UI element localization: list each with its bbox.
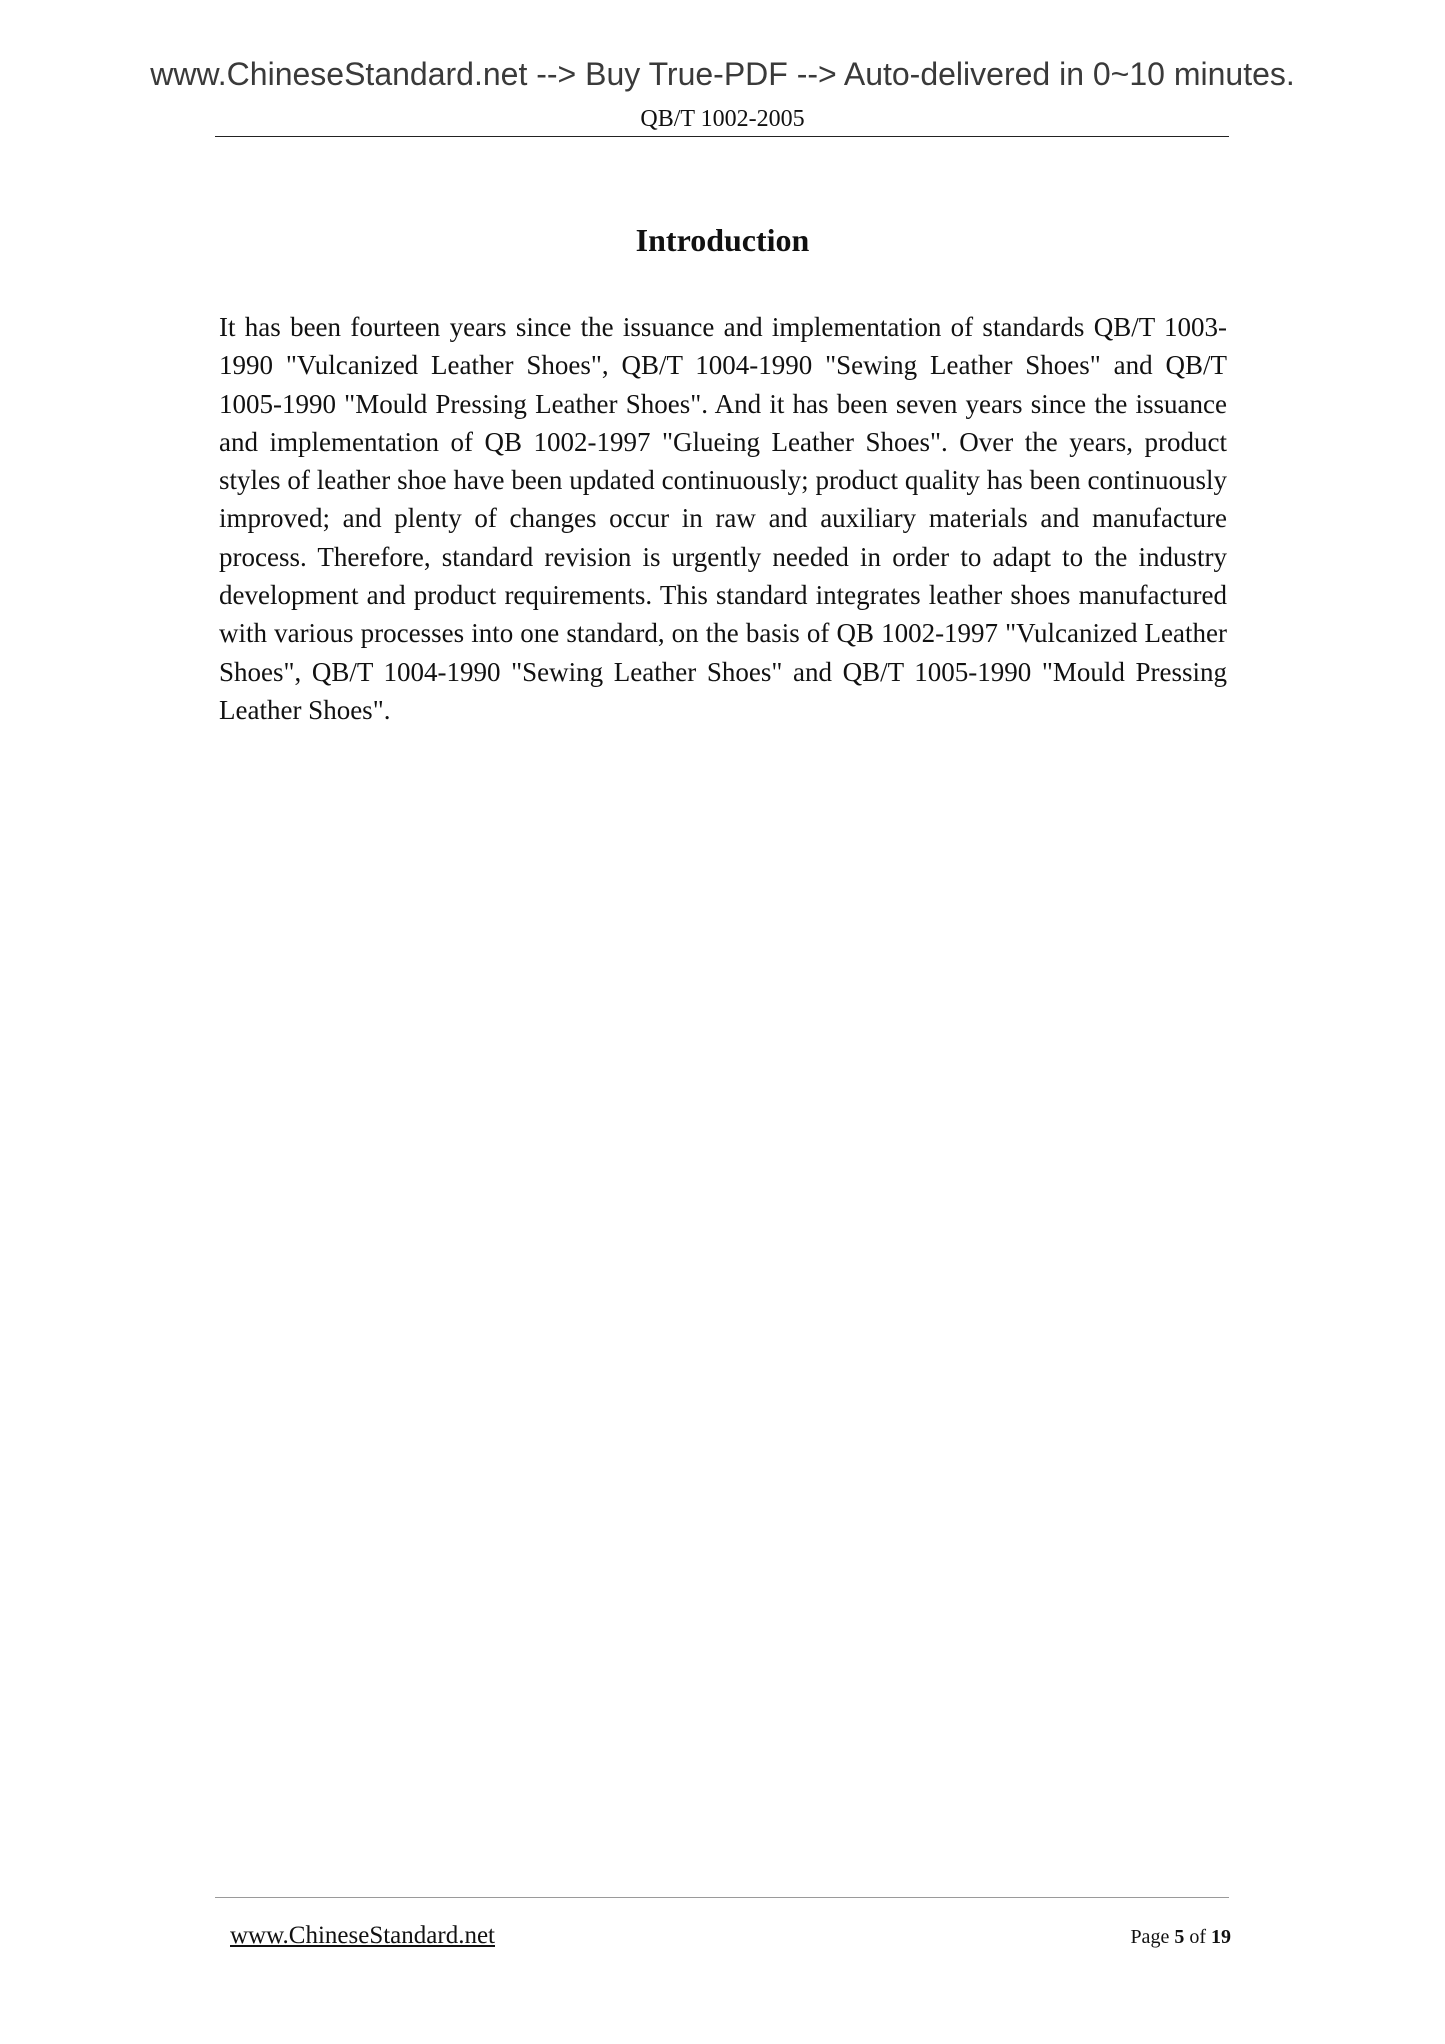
page-title: Introduction [635,222,810,258]
page-of: of [1189,1926,1206,1948]
standard-code: QB/T 1002-2005 [640,106,805,132]
page-label: Page [1130,1926,1170,1948]
footer-divider [215,1897,1229,1898]
introduction-paragraph: It has been fourteen years since the issuance and implementation of standards QB/T 1003-1990 "Vulcanized Leather Shoes", QB/T 1004-1990 "Sewing Leather Shoes" and QB/T 1005-1990 "Mould Pressing Leather Shoes". And it has been seven years since the issuance and implementation of QB 1002-1997 "Glueing Leather Shoes". Over the years, product styles of leather shoe have been updated continuously; product quality has been continuously improved; and plenty of changes occur in raw and auxiliary materials and manufacture process. Therefore, standard revision is urgently needed in order to adapt to the industry development and product requirements. This standard integrates leather shoes manufactured with various processes into one standard, on the basis of QB 1002-1997 "Vulcanized Leather Shoes", QB/T 1004-1990 "Sewing Leather Shoes" and QB/T 1005-1990 "Mould Pressing Leather Shoes". [219,312,1227,725]
page-number [1130,1926,1231,1949]
page-current: 5 [1174,1926,1185,1948]
site-banner: www.ChineseStandard.net --> Buy True-PDF --> Auto-delivered in 0~10 minutes. [150,56,1295,92]
header-divider [215,136,1229,137]
page-total: 19 [1211,1926,1231,1948]
footer-website-link[interactable]: www.ChineseStandard.net [230,1922,495,1949]
